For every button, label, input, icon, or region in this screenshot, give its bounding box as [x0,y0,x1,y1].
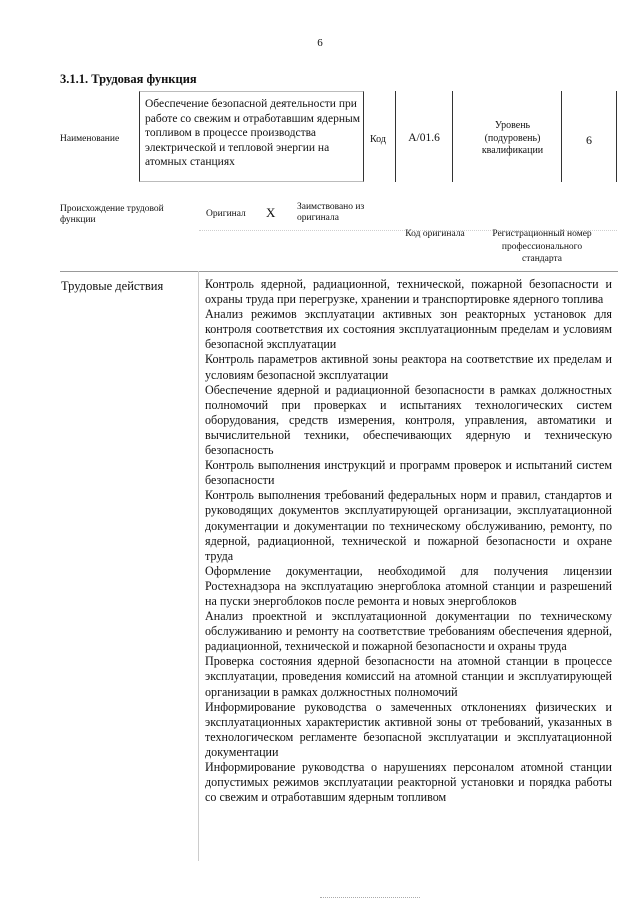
list-item: Оформление документации, необходимой для получения лицензии Ростехнадзора на эксплуатацию энергоблока атомной станции и разрешений на пуски энергоблоков после ремонта и новых энергоблоков [205,563,612,608]
name-value: Обеспечение безопасной деятельности при работе со свежим и отработавшим ядерным топливом в процессе производства электрической и тепловой энергии на атомных станциях [145,98,360,168]
name-label: Наименование [60,134,120,144]
qualification-level-box [561,91,617,182]
labor-actions-label: Трудовые действия [61,279,164,293]
code-value: А/01.6 [408,132,440,144]
original-label: Оригинал [206,209,246,219]
qualification-level-value: 6 [586,133,592,147]
registration-number-label: Регистрационный номер профессионального стандарта [492,229,592,264]
list-item: Информирование руководства о замеченных отклонениях физических и эксплуатационных характеристик активной зоны от требований, указанных в технологическом регламенте безопасной эксплуатации и эксплуатационной документации [205,699,612,759]
table-divider [60,271,618,272]
list-item: Проверка состояния ядерной безопасности на атомной станции в процессе эксплуатации, проведения комиссий на атомной станции и эксплуатирующей организации в рамках должностных полномочий [205,654,612,699]
section-title: 3.1.1. Трудовая функция [60,72,197,86]
origin-label: Происхождение трудовой функции [60,204,164,225]
list-item: Контроль выполнения требований федеральных норм и правил, стандартов и руководящих документов эксплуатирующей организации, эксплуатационной документации и документации по техническому обслуживанию, ремонту, по ядерной, радиационной, технической и пожарной безопасности и охране труда [205,488,612,563]
list-item: Анализ проектной и эксплуатационной документации по техническому обслуживанию и ремонту на соответствие требованиям обеспечения ядерной, радиационной, технической и пожарной безопасности и охраны труда [205,609,612,654]
list-item: Контроль параметров активной зоны реактора на соответствие их пределам и условиям безопасной эксплуатации [205,352,612,382]
code-box [395,91,453,182]
bottom-dots [320,897,420,898]
original-code-label: Код оригинала [405,229,465,239]
borrowed-label: Заимствовано из оригинала [297,202,365,223]
qualification-level-label: Уровень (подуровень) квалификации [481,120,544,156]
original-mark: X [266,205,276,220]
list-item: Обеспечение ядерной и радиационной безопасности в рамках должностных полномочий при проверках и испытаниях технологических систем оборудования, средств измерения, контроля, управления, автоматики и вычислительной техники, обеспечивающих ядерную и техническую безопасность [205,382,612,458]
name-box [139,91,364,182]
list-item: Контроль выполнения инструкций и программ проверок и испытаний систем безопасности [205,458,612,488]
list-item: Информирование руководства о нарушениях персоналом атомной станции допустимых режимов эксплуатации реакторной установки и порядка работы со свежим и отработавшим ядерным топливом [205,760,612,805]
page-number: 6 [317,37,323,49]
code-label: Код [370,134,386,145]
column-divider [198,271,199,861]
list-item: Контроль ядерной, радиационной, технической, пожарной безопасности и охраны труда при перегрузке, хранении и транспортировке ядерного топлива [205,277,612,307]
labor-actions-list [205,277,612,805]
list-item: Анализ режимов эксплуатации активных зон реакторных установок для контроля соответствия их состояния эксплуатационным пределам и условиям безопасной эксплуатации [205,307,612,352]
